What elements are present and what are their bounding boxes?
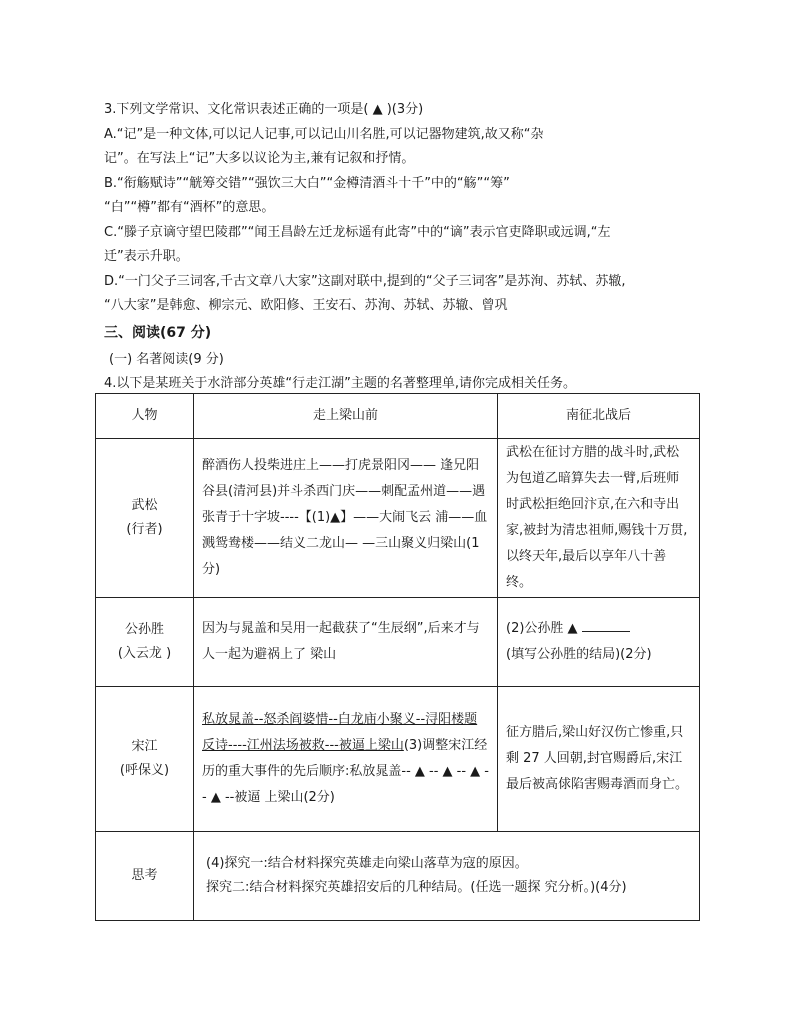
songjiang-order-task: (3)调整宋江经历的重大事件的先后顺序:私放晁盖-- ▲ -- ▲ -- ▲ -- ▲ --被逼 上梁山(2分) [202,738,490,805]
wusong-cell [96,439,194,598]
q3-option-d-line2: “八大家”是韩愈、柳宗元、欧阳修、王安石、苏洵、苏轼、苏辙、曾巩 [104,298,508,313]
think-task-1: (4)探究一:结合材料探究英雄走向梁山落草为寇的原因。 [206,856,528,871]
gongsun-answer-line [506,616,691,642]
header-after: 南征北战后 [498,394,700,439]
songjiang-nickname: (呼保义) [119,763,170,778]
heroes-table [95,393,700,921]
gongsun-answer-label: (2)公孙胜 ▲ [506,621,578,636]
question-4-intro: 4.以下是某班关于水浒部分英雄“行走江湖”主题的名著整理单,请你完成相关任务。 [104,376,577,391]
songjiang-cell [96,687,194,832]
songjiang-events-underlined: 私放晁盖--怒杀阎婆惜--白龙庙小聚义--浔阳楼题反诗----江州法场被救---被逼上梁山 [202,712,478,753]
gongsun-name: 公孙胜 [124,622,164,637]
q3-option-b-line2: “白”“樽”都有“酒杯”的意思。 [104,200,275,215]
songjiang-after: 征方腊后,梁山好汉伤亡惨重,只剩 27 人回朝,封官赐爵后,宋江最后被高俅陷害赐毒酒而身亡。 [498,687,700,832]
gongsun-answer-hint: (填写公孙胜的结局)(2分) [506,647,652,662]
gongsun-cell [96,598,194,687]
q3-stem: 3.下列文学常识、文化常识表述正确的一项是( ▲ )(3分) [104,102,424,117]
table-row-think [96,832,700,921]
q3-option-b-line1: B.“衔觞赋诗”“觥筹交错”“强饮三大白”“金樽清酒斗十千”中的“觞”“筹” [104,175,510,191]
wusong-name: 武松 [131,498,158,513]
wusong-before: 醉酒伤人投柴进庄上——打虎景阳冈—— 逢兄阳谷县(清河县)并斗杀西门庆——刺配孟州道——遇张青于十字坡----【(1)▲】——大闹飞云 浦——血溅鸳鸯楼——结义二龙山— —三山聚义归梁山(1分) [194,439,498,598]
think-label: 思考 [96,832,194,921]
think-task-2: 探究二:结合材料探究英雄招安后的几种结局。(任选一题探 究分析。)(4分) [206,880,627,895]
subsection-title: (一) 名著阅读(9 分) [109,352,224,367]
question-3 [104,98,704,319]
q3-option-c-line1: C.“滕子京谪守望巴陵郡”“闻王昌龄左迁龙标遥有此寄”中的“谪”表示官吏降职或远调,“左 [104,224,611,240]
think-content [194,832,700,921]
table-row-songjiang [96,687,700,832]
songjiang-name: 宋江 [131,739,158,754]
wusong-nickname: (行者) [126,522,163,537]
header-before: 走上梁山前 [194,394,498,439]
header-person: 人物 [96,394,194,439]
wusong-after: 武松在征讨方腊的战斗时,武松为包道乙暗算失去一臂,后班师时武松拒绝回汴京,在六和寺出家,被封为清忠祖师,赐钱十万贯,以终天年,最后以享年八十善终。 [498,439,700,598]
section-title: 三、阅读(67 分) [104,325,212,341]
table-header-row [96,394,700,439]
q3-option-a-line2: 记”。在写法上“记”大多以议论为主,兼有记叙和抒情。 [104,151,415,166]
table-row-gongsunsheng [96,598,700,687]
table-row-wusong [96,439,700,598]
answer-blank [582,631,630,632]
gongsun-after [498,598,700,687]
gongsun-nickname: (入云龙 ) [117,646,172,661]
gongsun-before: 因为与晁盖和吴用一起截获了“生辰纲”,后来才与人一起为避祸上了 梁山 [194,598,498,687]
q3-option-c-line2: 迁”表示升职。 [104,249,189,264]
q3-option-a-line1: A.“记”是一种文体,可以记人记事,可以记山川名胜,可以记器物建筑,故又称“杂 [104,126,544,142]
q3-option-d-line1: D.“一门父子三词客,千古文章八大家”这副对联中,提到的“父子三词客”是苏洵、苏轼、苏辙, [104,273,626,289]
songjiang-before [194,687,498,832]
